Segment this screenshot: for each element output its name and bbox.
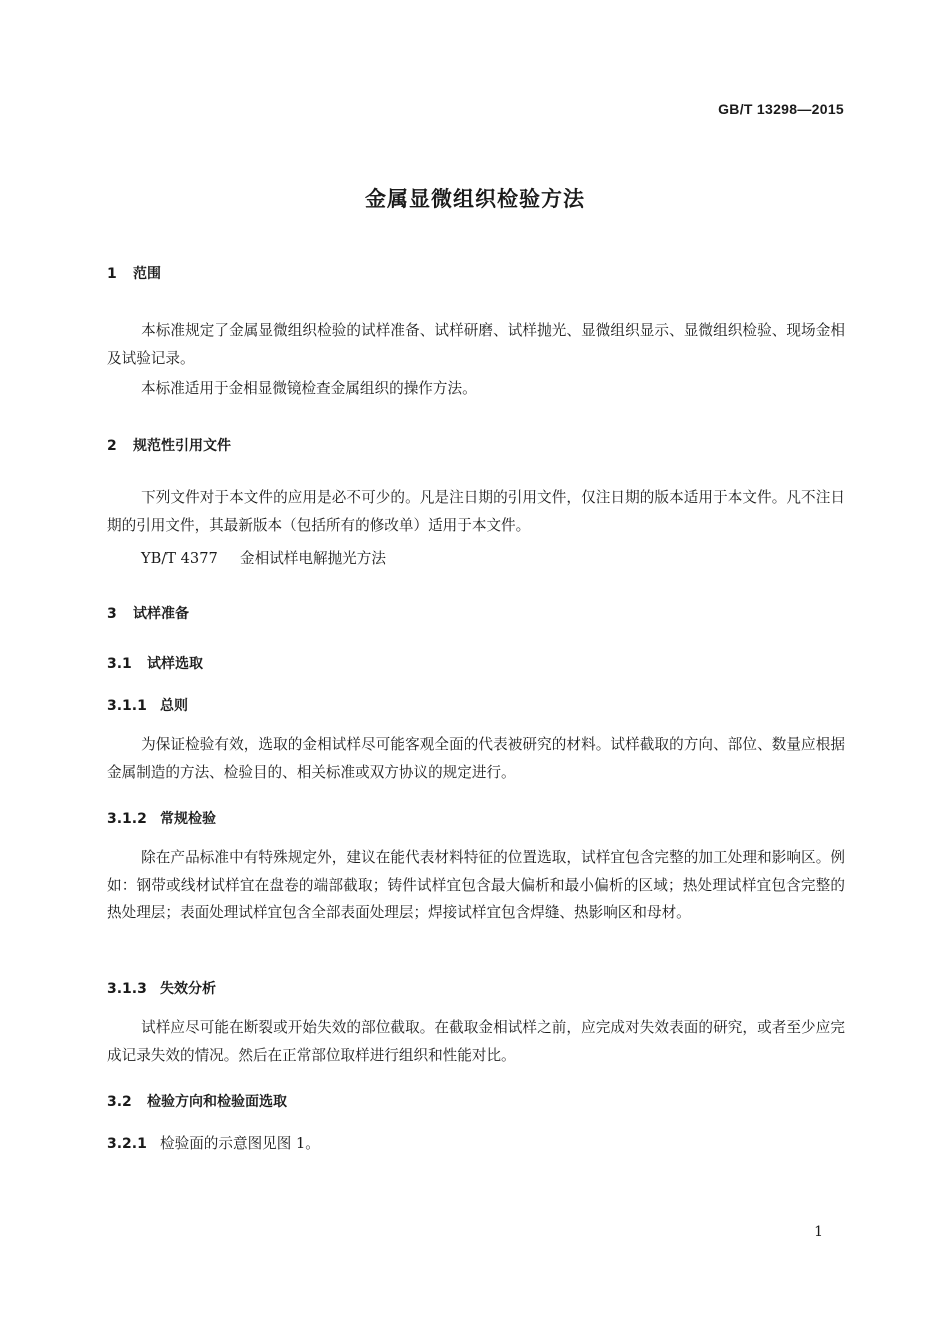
section-title: 总则 xyxy=(160,698,188,714)
page-number: 1 xyxy=(814,1224,823,1240)
section-number: 3.1 xyxy=(107,656,132,672)
section-title: 规范性引用文件 xyxy=(133,438,231,454)
paragraph-scope-1 xyxy=(107,317,845,372)
heading-section-3-1 xyxy=(107,653,203,673)
paragraph-text: 本标准规定了金属显微组织检验的试样准备、试样研磨、试样抛光、显微组织显示、显微组织检验、现场金相及试验记录。 xyxy=(107,322,845,367)
section-title: 试样准备 xyxy=(133,606,189,622)
heading-section-3-1-1 xyxy=(107,695,188,715)
paragraph-text: 除在产品标准中有特殊规定外，建议在能代表材料特征的位置选取，试样宜包含完整的加工处理和影响区。例如：钢带或线材试样宜在盘卷的端部截取；铸件试样宜包含最大偏析和最小偏析的区域；热处理试样宜包含完整的热处理层；表面处理试样宜包含全部表面处理层；焊接试样宜包含焊缝、热影响区和母材。 xyxy=(107,849,845,921)
reference-code: YB/T 4377 xyxy=(141,550,218,567)
heading-section-3 xyxy=(107,603,189,623)
paragraph-text: 为保证检验有效，选取的金相试样尽可能客观全面的代表被研究的材料。试样截取的方向、部位、数量应根据金属制造的方法、检验目的、相关标准或双方协议的规定进行。 xyxy=(107,736,845,781)
heading-section-3-2 xyxy=(107,1091,287,1111)
paragraph-text: 试样应尽可能在断裂或开始失效的部位截取。在截取金相试样之前，应完成对失效表面的研究，或者至少应完成记录失效的情况。然后在正常部位取样进行组织和性能对比。 xyxy=(107,1019,845,1064)
heading-section-2 xyxy=(107,435,231,455)
heading-section-3-1-2 xyxy=(107,808,216,828)
clause-text: 检验面的示意图见图 1。 xyxy=(160,1135,320,1152)
section-number: 3.2.1 xyxy=(107,1136,147,1152)
section-title: 检验方向和检验面选取 xyxy=(147,1094,287,1110)
paragraph-text: 下列文件对于本文件的应用是必不可少的。凡是注日期的引用文件，仅注日期的版本适用于本文件。凡不注日期的引用文件，其最新版本（包括所有的修改单）适用于本文件。 xyxy=(107,489,845,534)
section-number: 2 xyxy=(107,438,117,454)
section-title: 失效分析 xyxy=(160,981,216,997)
section-number: 3.2 xyxy=(107,1094,132,1110)
section-title: 试样选取 xyxy=(147,656,203,672)
paragraph-routine-inspection xyxy=(107,844,845,927)
paragraph-text: 本标准适用于金相显微镜检查金属组织的操作方法。 xyxy=(141,380,477,397)
reference-title: 金相试样电解抛光方法 xyxy=(240,550,386,567)
paragraph-scope-2 xyxy=(107,375,845,403)
paragraph-normative-refs xyxy=(107,484,845,539)
section-number: 3 xyxy=(107,606,117,622)
heading-section-3-1-3 xyxy=(107,978,216,998)
document-title: 金属显微组织检验方法 xyxy=(365,187,585,211)
section-number: 1 xyxy=(107,266,117,282)
section-title: 常规检验 xyxy=(160,811,216,827)
section-number: 3.1.3 xyxy=(107,981,147,997)
paragraph-failure-analysis xyxy=(107,1014,845,1069)
section-title: 范围 xyxy=(133,266,161,282)
heading-section-1 xyxy=(107,263,161,283)
standard-number: GB/T 13298—2015 xyxy=(718,101,844,117)
paragraph-general xyxy=(107,731,845,786)
clause-3-2-1 xyxy=(107,1132,320,1153)
section-number: 3.1.1 xyxy=(107,698,147,714)
section-number: 3.1.2 xyxy=(107,811,147,827)
reference-entry xyxy=(141,547,386,568)
